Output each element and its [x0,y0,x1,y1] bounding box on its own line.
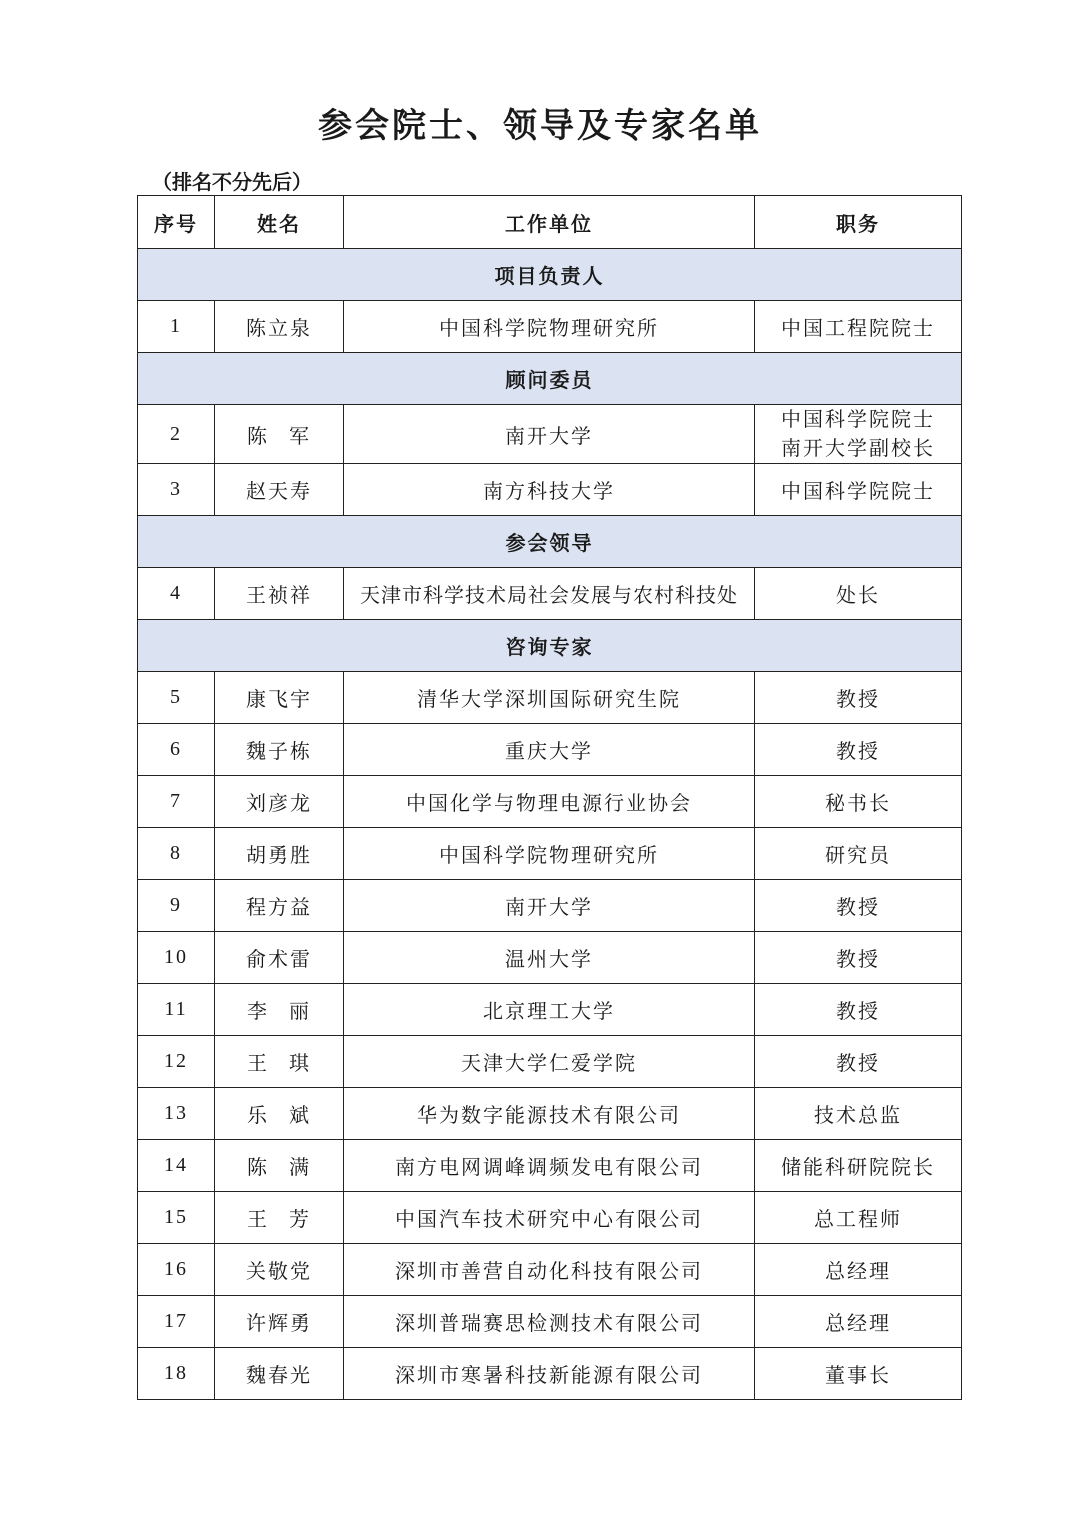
cell-name: 陈军 [215,405,344,464]
attendee-table [137,195,962,1400]
table-row [138,301,962,353]
cell-number: 13 [138,1088,215,1140]
cell-name: 赵天寿 [215,464,344,516]
table-row [138,984,962,1036]
cell-unit: 华为数字能源技术有限公司 [344,1088,755,1140]
cell-post: 研究员 [755,828,962,880]
cell-name: 俞术雷 [215,932,344,984]
cell-number: 18 [138,1348,215,1400]
table-row [138,1192,962,1244]
table-row [138,724,962,776]
cell-post: 储能科研院院长 [755,1140,962,1192]
cell-number: 10 [138,932,215,984]
table-row [138,1296,962,1348]
cell-name: 康飞宇 [215,672,344,724]
header-number: 序号 [138,196,215,249]
cell-post: 中国工程院院士 [755,301,962,353]
cell-name: 陈立泉 [215,301,344,353]
cell-unit: 中国科学院物理研究所 [344,828,755,880]
section-advisory-committee: 顾问委员 [138,353,962,405]
cell-number: 5 [138,672,215,724]
cell-name: 陈满 [215,1140,344,1192]
cell-unit: 中国科学院物理研究所 [344,301,755,353]
cell-number: 11 [138,984,215,1036]
cell-post: 秘书长 [755,776,962,828]
section-attending-leaders: 参会领导 [138,516,962,568]
ranking-note: （排名不分先后） [152,170,312,194]
table-row [138,464,962,516]
section-row [138,353,962,405]
header-unit: 工作单位 [344,196,755,249]
cell-number: 14 [138,1140,215,1192]
cell-unit: 深圳普瑞赛思检测技术有限公司 [344,1296,755,1348]
cell-post: 教授 [755,724,962,776]
table-row [138,568,962,620]
cell-name: 王祯祥 [215,568,344,620]
cell-name: 李丽 [215,984,344,1036]
table-row [138,1088,962,1140]
section-row [138,516,962,568]
cell-name: 许辉勇 [215,1296,344,1348]
cell-unit: 温州大学 [344,932,755,984]
cell-post: 总工程师 [755,1192,962,1244]
table-row [138,932,962,984]
cell-unit: 天津大学仁爱学院 [344,1036,755,1088]
cell-unit: 天津市科学技术局社会发展与农村科技处 [344,568,755,620]
cell-number: 4 [138,568,215,620]
cell-number: 12 [138,1036,215,1088]
cell-post: 中国科学院院士 [755,464,962,516]
cell-name: 乐斌 [215,1088,344,1140]
cell-unit: 南方电网调峰调频发电有限公司 [344,1140,755,1192]
page-title: 参会院士、领导及专家名单 [318,106,762,146]
cell-post: 教授 [755,1036,962,1088]
post-line-2: 南开大学副校长 [781,436,935,460]
cell-unit: 中国汽车技术研究中心有限公司 [344,1192,755,1244]
cell-post: 技术总监 [755,1088,962,1140]
section-consulting-experts: 咨询专家 [138,620,962,672]
section-project-leader: 项目负责人 [138,249,962,301]
table-row [138,1348,962,1400]
table-row [138,405,962,464]
cell-number: 7 [138,776,215,828]
cell-post: 董事长 [755,1348,962,1400]
cell-post: 教授 [755,880,962,932]
cell-name: 关敬党 [215,1244,344,1296]
cell-post: 教授 [755,984,962,1036]
section-row [138,620,962,672]
cell-number: 8 [138,828,215,880]
cell-name: 程方益 [215,880,344,932]
table-row [138,1140,962,1192]
cell-unit: 重庆大学 [344,724,755,776]
table-row [138,828,962,880]
cell-name: 魏春光 [215,1348,344,1400]
cell-unit: 中国化学与物理电源行业协会 [344,776,755,828]
cell-number: 16 [138,1244,215,1296]
cell-unit: 北京理工大学 [344,984,755,1036]
table-header-row [138,196,962,249]
cell-number: 3 [138,464,215,516]
cell-unit: 清华大学深圳国际研究生院 [344,672,755,724]
cell-name: 王芳 [215,1192,344,1244]
post-line-1: 中国科学院院士 [781,407,935,431]
cell-number: 17 [138,1296,215,1348]
cell-unit: 南开大学 [344,405,755,464]
cell-number: 9 [138,880,215,932]
cell-number: 15 [138,1192,215,1244]
table-row [138,880,962,932]
cell-post: 教授 [755,672,962,724]
cell-number: 6 [138,724,215,776]
table-row [138,1036,962,1088]
cell-number: 1 [138,301,215,353]
table-row [138,672,962,724]
cell-unit: 深圳市善营自动化科技有限公司 [344,1244,755,1296]
cell-name: 胡勇胜 [215,828,344,880]
cell-name: 魏子栋 [215,724,344,776]
cell-name: 刘彦龙 [215,776,344,828]
header-name: 姓名 [215,196,344,249]
cell-number: 2 [138,405,215,464]
cell-unit: 深圳市寒暑科技新能源有限公司 [344,1348,755,1400]
cell-post: 总经理 [755,1296,962,1348]
header-post: 职务 [755,196,962,249]
cell-post: 总经理 [755,1244,962,1296]
cell-unit: 南方科技大学 [344,464,755,516]
table-row [138,776,962,828]
cell-post: 处长 [755,568,962,620]
table-row [138,1244,962,1296]
cell-unit: 南开大学 [344,880,755,932]
cell-post: 教授 [755,932,962,984]
cell-name: 王琪 [215,1036,344,1088]
cell-post [755,405,962,464]
section-row [138,249,962,301]
